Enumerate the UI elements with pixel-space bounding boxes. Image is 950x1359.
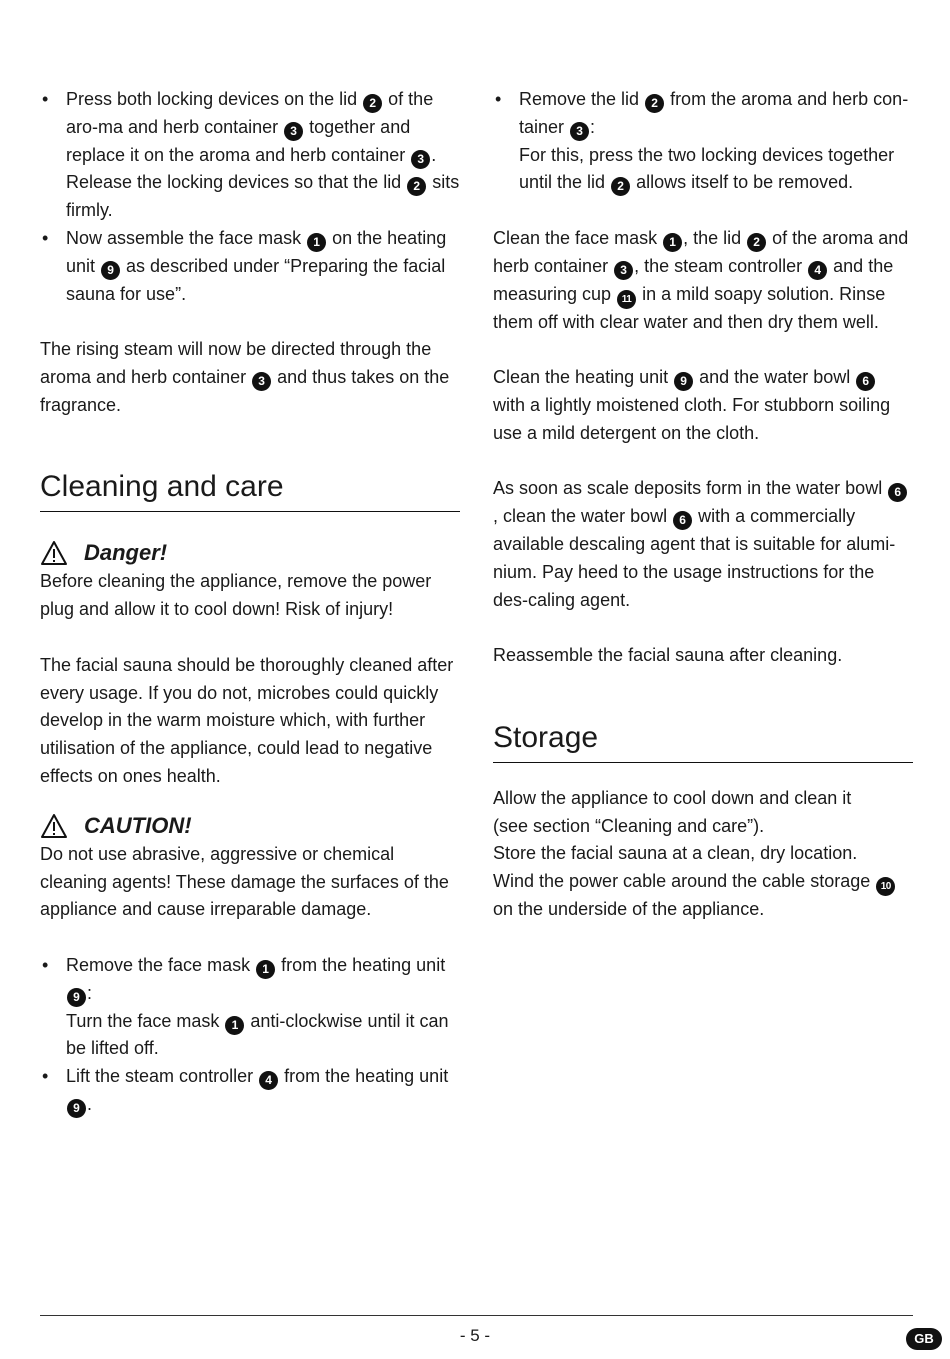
part-number-badge: 6 (673, 511, 692, 530)
part-number-badge: 11 (617, 290, 636, 309)
part-number-badge: 3 (570, 122, 589, 141)
cleaning-and-care-heading: Cleaning and care (40, 467, 460, 512)
cleaning-paragraph: The facial sauna should be thoroughly cleaned after every usage. If you do not, microbes could quickly develop in the warm moisture which, with further utilisation of the appliance, could lead to negative effects on ones health. (40, 654, 454, 786)
part-number-badge: 9 (67, 1099, 86, 1118)
bullet-icon: • (42, 1066, 49, 1087)
part-number-badge: 3 (252, 372, 271, 391)
steam-paragraph: The rising steam will now be directed through the aroma and herb container 3 and thus takes on the fragrance. (40, 339, 450, 415)
part-number-badge: 9 (67, 988, 86, 1007)
warning-triangle-icon (40, 813, 68, 839)
part-number-badge: 2 (747, 233, 766, 252)
list-item: • Now assemble the face mask 1 on the heating unit 9 as described under “Preparing the facial sauna for use”. (40, 225, 460, 308)
part-number-badge: 2 (363, 94, 382, 113)
danger-text: Before cleaning the appliance, remove the power plug and allow it to cool down! Risk of injury! (40, 571, 432, 620)
bullet-icon: • (42, 89, 49, 109)
part-number-badge: 6 (888, 483, 907, 502)
list-item: • Press both locking devices on the lid 2 of the aro-ma and herb container 3 together and replace it on the aroma and herb container 3 . Release the locking devices so that the lid 2 sits firmly. (40, 86, 460, 225)
descaling-paragraph: As soon as scale deposits form in the water bowl 6, clean the water bowl 6 with a commercially available descaling agent that is suitable for alumi-nium. Pay heed to the usage instructions for the des-caling agent. (493, 475, 913, 614)
caution-title: CAUTION! (84, 812, 192, 838)
language-badge: GB (906, 1328, 942, 1350)
part-number-badge: 3 (411, 150, 430, 169)
part-number-badge: 3 (614, 261, 633, 280)
footer-divider (40, 1315, 913, 1316)
list-item: • Remove the face mask 1 from the heating unit 9 : Turn the face mask 1 anti-clockwise until it can be lifted off. (40, 952, 460, 1063)
bullet-icon: • (42, 954, 49, 975)
part-number-badge: 6 (856, 372, 875, 391)
part-number-badge: 1 (256, 960, 275, 979)
danger-title: Danger! (84, 540, 168, 566)
part-number-badge: 10 (876, 877, 895, 896)
bullet-icon: • (495, 89, 502, 109)
list-item: • Lift the steam controller 4 from the heating unit 9 . (40, 1063, 460, 1119)
part-number-badge: 2 (611, 177, 630, 196)
part-number-badge: 2 (645, 94, 664, 113)
list-item: • Remove the lid 2 from the aroma and herb con-tainer 3 : For this, press the two locking devices together until the lid 2 allows itself to be removed. (493, 86, 913, 197)
clean-mask-paragraph: Clean the face mask 1 , the lid 2 of the aroma and herb container 3 , the steam controller 4 and the measuring cup 11 in a mild soapy solution. Rinse them off with clear water and then dry them well. (493, 227, 909, 332)
storage-paragraph: Allow the appliance to cool down and clean it (see section “Cleaning and care”). Store the facial sauna at a clean, dry location. Wind the power cable around the cable storage 10 on the underside of the appliance. (493, 785, 913, 924)
lid-assembly-list (40, 86, 460, 308)
removal-steps-list (40, 952, 460, 1119)
warning-triangle-icon (40, 540, 68, 566)
part-number-badge: 1 (225, 1016, 244, 1035)
part-number-badge: 4 (808, 261, 827, 280)
caution-header (40, 811, 460, 841)
page-number: - 5 - (459, 1326, 491, 1345)
storage-heading: Storage (493, 718, 913, 763)
part-number-badge: 9 (674, 372, 693, 391)
part-number-badge: 4 (259, 1071, 278, 1090)
danger-header (40, 538, 460, 568)
left-column (40, 86, 460, 1119)
right-column (493, 86, 913, 924)
lid-removal-list (493, 86, 913, 197)
bullet-icon: • (42, 227, 49, 248)
clean-heating-paragraph: Clean the heating unit 9 and the water bowl 6 with a lightly moistened cloth. For stubborn soiling use a mild detergent on the cloth. (493, 367, 891, 443)
part-number-badge: 1 (663, 233, 682, 252)
caution-text: Do not use abrasive, aggressive or chemical cleaning agents! These damage the surfaces of the appliance and cause irreparable damage. (40, 843, 449, 920)
part-number-badge: 1 (307, 233, 326, 252)
part-number-badge: 2 (407, 177, 426, 196)
part-number-badge: 3 (284, 122, 303, 141)
part-number-badge: 9 (101, 261, 120, 280)
reassemble-text: Reassemble the facial sauna after cleaning. (493, 645, 843, 666)
